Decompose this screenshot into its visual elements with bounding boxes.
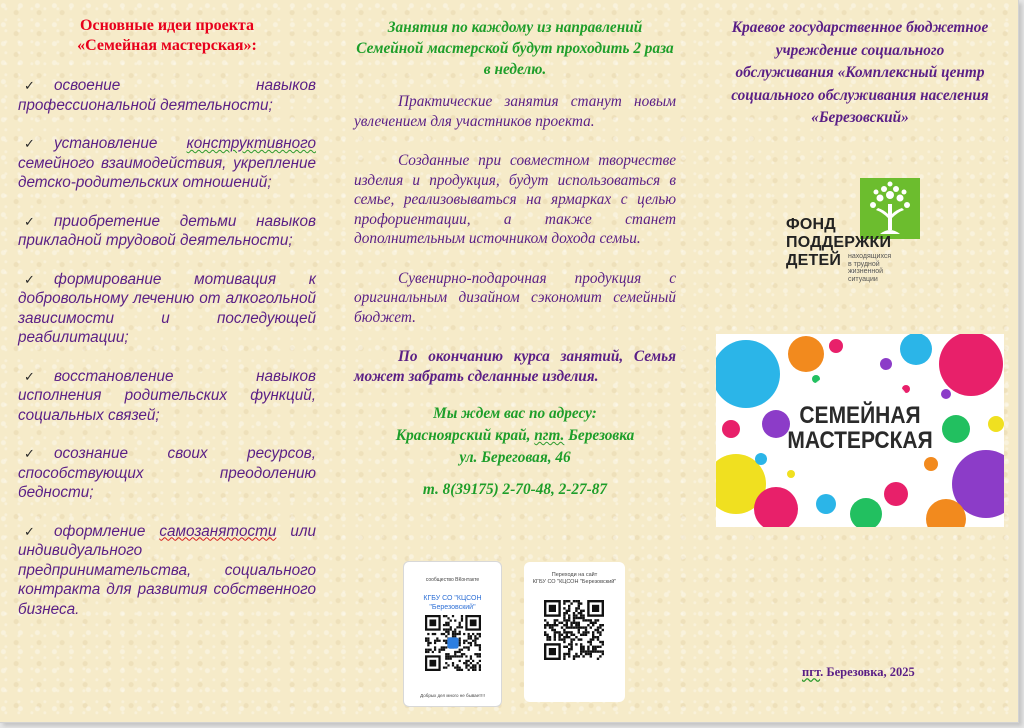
project-banner [716,334,1004,527]
fund-logo [786,178,936,288]
idea-marked-word: конструктивного [186,135,316,152]
org-line-4: социального обслуживания населения [731,86,989,104]
paragraph-souvenirs: Сувенирно-подарочная продукция с оригинальным дизайном сэкономит семейный бюджет. [354,269,676,326]
place-year-footer [802,665,915,680]
idea-text-continued: семейного взаимодействия, укрепление детско-родительских отношений; [18,154,316,191]
project-ideas-column [18,16,316,638]
idea-text: формирование мотивация к добровольному лечению от алкогольной зависимости и последующей реабилитации; [18,270,316,346]
checkmark-icon: ✓ [24,271,35,287]
org-line-5: «Березовский» [811,109,909,126]
organization-column [712,17,1008,130]
paragraph-practice: Практические занятия станут новым увлечением для участников проекта. [354,93,676,130]
title-line-1: Основные идеи проекта [80,17,254,34]
checkmark-icon: ✓ [24,523,35,539]
project-ideas-title [18,16,316,56]
fund-logo-word-3: ДЕТЕЙ [786,252,842,269]
idea-text: приобретение детьми навыков прикладной трудовой деятельности; [18,212,316,249]
org-line-1: Краевое государственное бюджетное [731,19,989,36]
footer-place-year: . Березовка, 2025 [820,665,915,679]
vk-qr-card[interactable] [403,561,502,707]
checkmark-icon: ✓ [24,446,35,461]
org-line-3: обслуживания «Комплексный центр [735,64,985,81]
vk-badge-icon [447,637,458,648]
fund-sub-2: в трудной [848,260,880,268]
fund-logo-tree-icon [860,178,920,239]
idea-item [18,522,316,620]
fund-sub-3: жизненной [848,268,884,275]
paragraph-products: Созданные при совместном творчестве изделия и продукция, будут использоваться в семье, реализовываться на ярмарках с целью профориентации, а также станет дополнительным источником дохода семьи. [354,152,676,247]
vk-qr-footer: Добрых дел много не бывает!!! [420,693,485,698]
fund-sub-4: ситуации [848,275,878,283]
website-qr-caption-1: Переходи на сайт [551,572,598,578]
website-qr-code[interactable] [544,600,604,660]
idea-item [18,76,316,115]
checkmark-icon: ✓ [24,368,35,384]
vk-qr-org-name [404,594,501,612]
vk-qr-org-line-1: КГБУ СО "КЦСОН [423,595,482,602]
idea-text-continued: или индивидуального предпринимательства, социального контракта для развития собственного бизнеса. [18,522,316,618]
schedule-column [354,17,676,499]
idea-text: оформление [54,522,160,540]
fund-logo-word-1: ФОНД [786,216,836,233]
idea-item [18,270,316,348]
address-intro: Мы ждем вас по адресу: [433,405,597,422]
fund-sub-1: находящихся [848,253,892,260]
idea-item [18,367,316,426]
org-line-2: учреждение социального [775,41,945,59]
footer-settlement-type: пгт [802,665,821,679]
title-line-2: «Семейная мастерская»: [77,37,257,54]
address-block [354,403,676,469]
schedule-lead: Занятия по каждому из направлений Семейной мастерской будут проходить 2 раза в неделю. [356,19,674,78]
address-street: ул. Береговая, 46 [459,449,571,466]
website-qr-card[interactable] [524,562,625,702]
paragraph-final: По окончанию курса занятий, Семья может забрать сделанные изделия. [354,348,676,385]
address-region: Красноярский край, [395,427,535,444]
vk-qr-caption: сообщество ВКонтакте [425,577,480,583]
organization-name [712,17,1008,130]
banner-title-line-2: МАСТЕРСКАЯ [787,427,933,454]
idea-item [18,212,316,251]
checkmark-icon: ✓ [24,78,35,93]
idea-text: восстановление навыков исполнения родительских функций, социальных связей; [18,367,316,424]
checkmark-icon: ✓ [24,136,35,151]
phone-numbers: т. 8(39175) 2-70-48, 2-27-87 [422,481,608,498]
fund-logo-subtitle [848,253,928,283]
address-settlement-type: пгт. [534,427,565,444]
checkmark-icon: ✓ [24,213,35,229]
idea-item [18,444,316,503]
idea-marked-word: самозанятости [159,522,277,540]
idea-text: установление [54,135,187,152]
address-town: Березовка [564,427,635,444]
vk-qr-code[interactable] [425,615,481,671]
banner-title-line-1: СЕМЕЙНАЯ [799,402,921,429]
idea-text: осознание своих ресурсов, способствующих преодолению бедности; [18,445,316,501]
fund-logo-word-2: ПОДДЕРЖКИ [786,234,892,251]
idea-item [18,134,316,193]
ideas-list [18,76,316,619]
idea-text: освоение навыков профессиональной деятельности; [18,77,316,114]
website-qr-caption-2: КГБУ СО "КЦСОН "Березовский" [532,579,617,585]
vk-qr-org-line-2: "Березовский" [429,604,476,611]
